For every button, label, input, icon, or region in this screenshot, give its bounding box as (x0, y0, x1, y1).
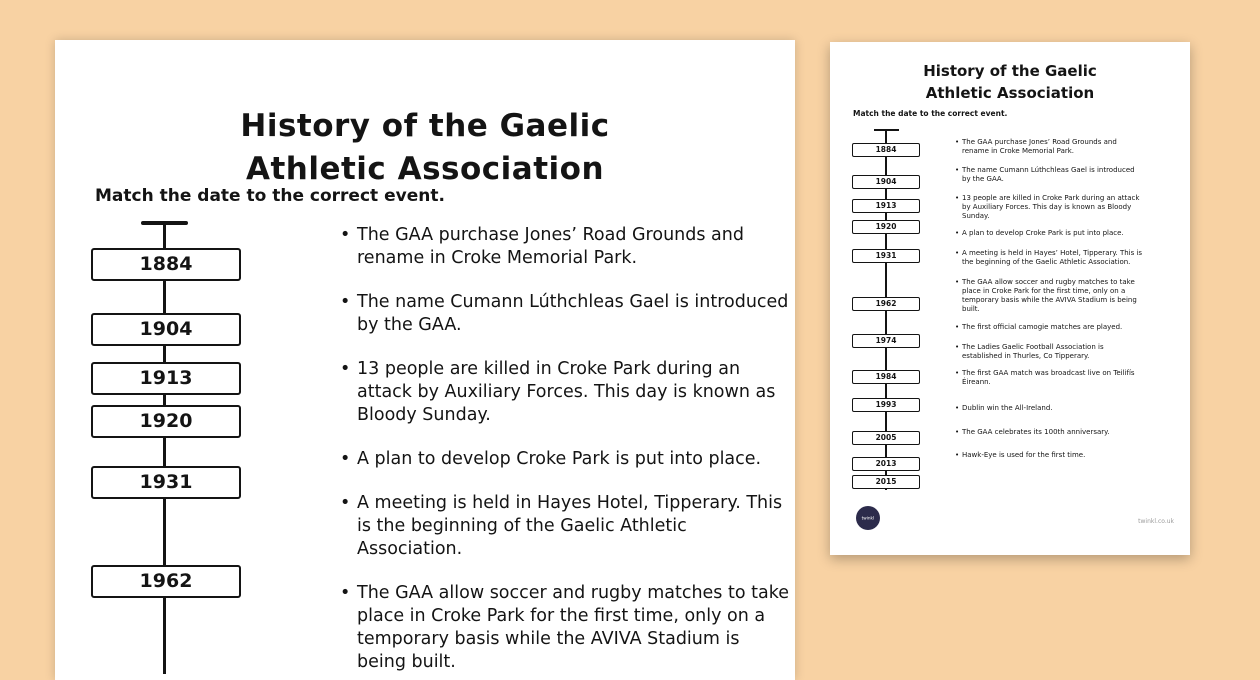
thumbnail-date-box: 1920 (852, 220, 920, 234)
thumbnail-date-box: 2005 (852, 431, 920, 445)
thumbnail-event-item: • Dublin win the All-Ireland. (955, 404, 1144, 413)
thumbnail-date-box: 1884 (852, 143, 920, 157)
thumbnail-event-item: • 13 people are killed in Croke Park during an attack by Auxiliary Forces. This day is known as Bloody Sunday. (955, 194, 1144, 221)
thumbnail-date-box: 1984 (852, 370, 920, 384)
watermark-text: twinkl.co.uk (1138, 518, 1174, 525)
event-item: • The GAA allow soccer and rugby matches to take place in Croke Park for the first time, only on a temporary basis while the AVIVA Stadium is being built. (340, 582, 792, 674)
event-item: • A plan to develop Croke Park is put into place. (340, 448, 792, 471)
timeline-date-box: 1920 (91, 405, 241, 438)
thumbnail-instruction-text: Match the date to the correct event. (853, 109, 1008, 118)
timeline-date-box: 1931 (91, 466, 241, 499)
thumbnail-date-box: 2015 (852, 475, 920, 489)
thumbnail-date-box: 1993 (852, 398, 920, 412)
thumbnail-date-box: 1974 (852, 334, 920, 348)
thumbnail-title-line1: History of the Gaelic (923, 62, 1097, 80)
thumbnail-date-box: 1904 (852, 175, 920, 189)
thumbnail-date-box: 1931 (852, 249, 920, 263)
timeline-date-box: 1904 (91, 313, 241, 346)
event-item: • The name Cumann Lúthchleas Gael is introduced by the GAA. (340, 291, 792, 337)
page-title-line2: Athletic Association (245, 150, 605, 187)
event-item: • 13 people are killed in Croke Park during an attack by Auxiliary Forces. This day is known as Bloody Sunday. (340, 358, 792, 427)
thumbnail-date-box: 1962 (852, 297, 920, 311)
thumbnail-title-line2: Athletic Association (925, 84, 1095, 102)
timeline-date-box: 1962 (91, 565, 241, 598)
thumbnail-event-item: • A plan to develop Croke Park is put into place. (955, 229, 1144, 238)
thumbnail-event-item: • A meeting is held in Hayes’ Hotel, Tipperary. This is the beginning of the Gaelic Athletic Association. (955, 249, 1144, 267)
event-list (340, 224, 792, 674)
worksheet-thumbnail[interactable] (830, 42, 1190, 555)
worksheet-page (55, 40, 795, 680)
thumbnail-event-item: • The GAA purchase Jones’ Road Grounds and rename in Croke Memorial Park. (955, 138, 1144, 156)
page-title-line1: History of the Gaelic (240, 107, 610, 144)
thumbnail-event-item: • Hawk-Eye is used for the first time. (955, 451, 1144, 460)
thumbnail-event-item: • The name Cumann Lúthchleas Gael is introduced by the GAA. (955, 166, 1144, 184)
thumbnail-date-box: 1913 (852, 199, 920, 213)
thumbnail-event-item: • The first GAA match was broadcast live on Teilifís Éireann. (955, 369, 1144, 387)
instruction-text: Match the date to the correct event. (95, 186, 445, 206)
page-title (55, 105, 795, 191)
thumbnail-date-box: 2013 (852, 457, 920, 471)
event-item: • The GAA purchase Jones’ Road Grounds and rename in Croke Memorial Park. (340, 224, 792, 270)
twinkl-logo: twinkl (856, 506, 880, 530)
thumbnail-event-item: • The GAA allow soccer and rugby matches to take place in Croke Park for the first time, only on a temporary basis while the AVIVA Stadium is being built. (955, 278, 1144, 314)
timeline-line (163, 224, 166, 674)
thumbnail-event-item: • The GAA celebrates its 100th anniversary. (955, 428, 1144, 437)
timeline-date-box: 1913 (91, 362, 241, 395)
thumbnail-title (830, 60, 1190, 104)
timeline-date-box: 1884 (91, 248, 241, 281)
thumbnail-event-item: • The Ladies Gaelic Football Association is established in Thurles, Co Tipperary. (955, 343, 1144, 361)
event-item: • A meeting is held in Hayes Hotel, Tipperary. This is the beginning of the Gaelic Athletic Association. (340, 492, 792, 561)
thumbnail-event-item: • The first official camogie matches are played. (955, 323, 1144, 332)
